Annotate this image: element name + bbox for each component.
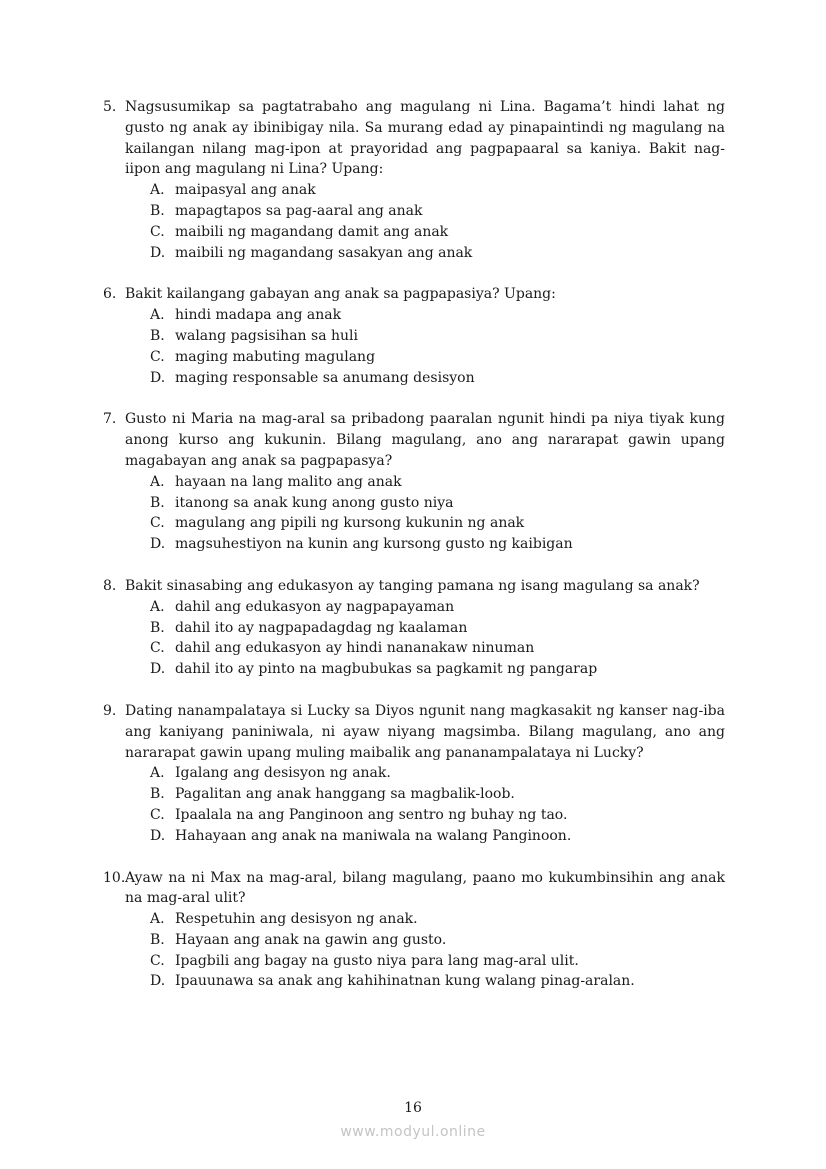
answer-option (150, 180, 725, 201)
option-letter: C. (150, 640, 165, 657)
question-number: 6. (103, 286, 117, 303)
page-number: 16 (404, 1100, 422, 1116)
option-letter: A. (150, 473, 165, 490)
option-letter: B. (150, 619, 165, 636)
option-text: Hayaan ang anak na gawin ang gusto. (175, 931, 447, 948)
option-letter: D. (150, 369, 166, 386)
option-text: walang pagsisihan sa huli (175, 327, 358, 344)
option-text: Respetuhin ang desisyon ng anak. (175, 911, 418, 928)
answer-option (150, 326, 725, 347)
question-stem: Ayaw na ni Max na mag-aral, bilang magulang, paano mo kukumbinsihin ang anak na mag-aral ulit? (125, 869, 725, 907)
question-stem: Bakit kailangang gabayan ang anak sa pagpapasiya? Upang: (125, 286, 556, 303)
option-text: maibili ng magandang sasakyan ang anak (175, 244, 473, 261)
option-text: hayaan na lang malito ang anak (175, 473, 402, 490)
answer-option (150, 347, 725, 368)
question-item (103, 284, 725, 388)
answer-option (150, 909, 725, 930)
answer-option (150, 930, 725, 951)
question-item (103, 97, 725, 263)
question-number: 8. (103, 577, 117, 594)
answer-option (150, 638, 725, 659)
option-letter: C. (150, 348, 165, 365)
option-letter: D. (150, 661, 166, 678)
watermark: www.modyul.online (340, 1124, 486, 1140)
option-letter: D. (150, 536, 166, 553)
option-text: Hahayaan ang anak na maniwala na walang Panginoon. (175, 827, 572, 844)
option-text: maging responsable sa anumang desisyon (175, 369, 475, 386)
answer-option (150, 472, 725, 493)
option-letter: C. (150, 806, 165, 823)
question-body (125, 284, 725, 388)
option-text: dahil ang edukasyon ay hindi nananakaw ninuman (175, 640, 535, 657)
option-letter: B. (150, 786, 165, 803)
option-letter: D. (150, 827, 166, 844)
option-text: maibili ng magandang damit ang anak (175, 223, 449, 240)
option-letter: B. (150, 202, 165, 219)
option-text: dahil ang edukasyon ay nagpapayaman (175, 598, 455, 615)
option-letter: A. (150, 307, 165, 324)
answer-option (150, 222, 725, 243)
option-letter: D. (150, 973, 166, 990)
option-letter: C. (150, 515, 165, 532)
option-text: itanong sa anak kung anong gusto niya (175, 494, 454, 511)
question-number: 7. (103, 411, 117, 428)
option-letter: A. (150, 182, 165, 199)
question-stem: Gusto ni Maria na mag-aral sa pribadong paaralan ngunit hindi pa niya tiyak kung anong kurso ang kukunin. Bilang magulang, ano ang nararapat gawin upang magabayan ang anak sa pagpapasya? (125, 411, 725, 469)
option-letter: B. (150, 494, 165, 511)
option-text: magulang ang pipili ng kursong kukunin ng anak (175, 515, 525, 532)
answer-option (150, 618, 725, 639)
question-item (103, 701, 725, 847)
option-letter: C. (150, 952, 165, 969)
option-text: Ipagbili ang bagay na gusto niya para lang mag-aral ulit. (175, 952, 579, 969)
answer-option (150, 513, 725, 534)
option-text: Pagalitan ang anak hanggang sa magbalik-loob. (175, 786, 515, 803)
question-body (125, 701, 725, 847)
option-letter: A. (150, 911, 165, 928)
question-body (125, 576, 725, 680)
answer-option (150, 305, 725, 326)
question-list (103, 97, 725, 1013)
answer-option (150, 826, 725, 847)
option-text: magsuhestiyon na kunin ang kursong gusto ng kaibigan (175, 536, 573, 553)
option-text: Ipaalala na ang Panginoon ang sentro ng buhay ng tao. (175, 806, 568, 823)
answer-option (150, 659, 725, 680)
option-text: maipasyal ang anak (175, 182, 316, 199)
answer-option (150, 951, 725, 972)
option-text: dahil ito ay nagpapadagdag ng kaalaman (175, 619, 468, 636)
question-stem: Nagsusumikap sa pagtatrabaho ang magulang ni Lina. Bagama’t hindi lahat ng gusto ng anak ay ibinibigay nila. Sa murang edad ay pinapaintindi ng magulang na kailangan nilang mag-ipon at prayoridad ang pagpapaaral sa kaniya. Bakit nag-iipon ang magulang ni Lina? Upang: (125, 99, 725, 178)
answer-option (150, 493, 725, 514)
answer-option (150, 597, 725, 618)
option-letter: A. (150, 765, 165, 782)
question-stem: Bakit sinasabing ang edukasyon ay tanging pamana ng isang magulang sa anak? (125, 577, 700, 594)
option-text: mapagtapos sa pag-aaral ang anak (175, 202, 423, 219)
option-letter: D. (150, 244, 166, 261)
question-number: 9. (103, 702, 117, 719)
option-letter: B. (150, 931, 165, 948)
question-number: 10. (103, 869, 126, 886)
option-letter: C. (150, 223, 165, 240)
answer-option (150, 201, 725, 222)
question-body (125, 409, 725, 555)
option-letter: B. (150, 327, 165, 344)
answer-option (150, 763, 725, 784)
question-body (125, 868, 725, 993)
question-item (103, 576, 725, 680)
answer-option (150, 805, 725, 826)
option-text: dahil ito ay pinto na magbubukas sa pagkamit ng pangarap (175, 661, 598, 678)
question-item (103, 409, 725, 555)
answer-option (150, 368, 725, 389)
question-item (103, 868, 725, 993)
question-number: 5. (103, 99, 117, 115)
answer-option (150, 971, 725, 992)
option-letter: A. (150, 598, 165, 615)
question-stem: Dating nanampalataya si Lucky sa Diyos ngunit nang magkasakit ng kanser nag-iba ang kaniyang paniniwala, ni ayaw niyang magsimba. Bilang magulang, ano ang nararapat gawin upang muling maibalik ang pananampalataya ni Lucky? (125, 702, 725, 761)
option-text: Ipauunawa sa anak ang kahihinatnan kung walang pinag-aralan. (175, 973, 635, 990)
question-body (125, 97, 725, 263)
option-text: maging mabuting magulang (175, 348, 376, 365)
answer-option (150, 243, 725, 264)
answer-option (150, 534, 725, 555)
option-text: Igalang ang desisyon ng anak. (175, 765, 391, 782)
answer-option (150, 784, 725, 805)
option-text: hindi madapa ang anak (175, 307, 342, 324)
